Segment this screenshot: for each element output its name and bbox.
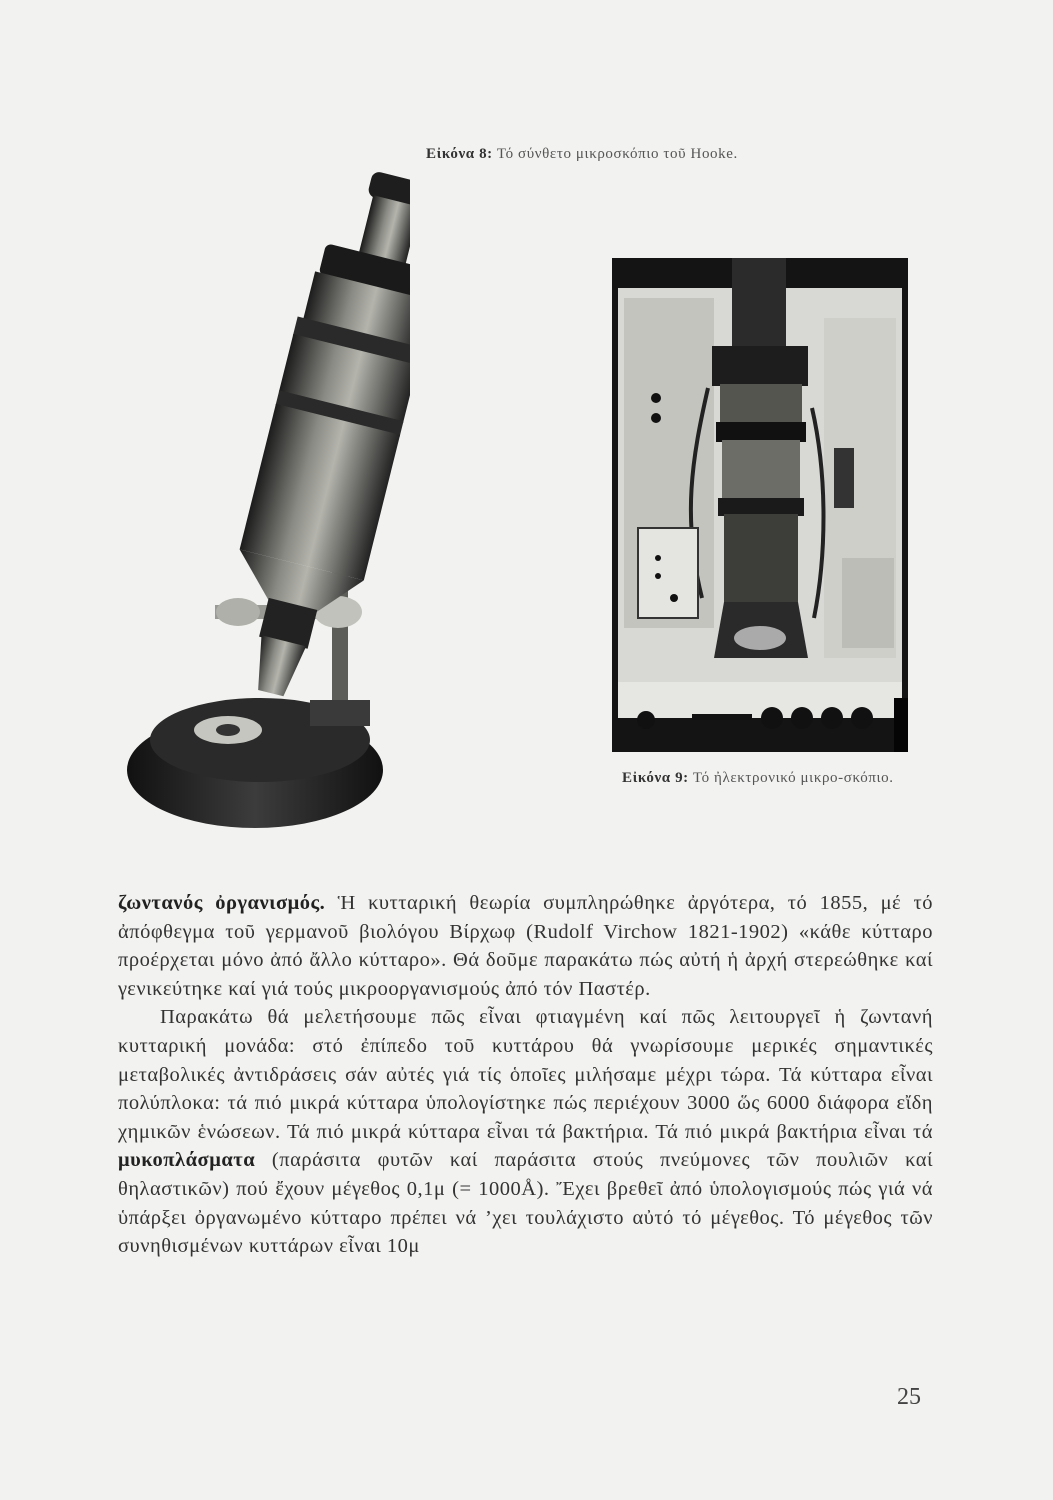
figure-9-label: Εἰκόνα 9:	[622, 770, 689, 786]
figure-9-caption-text: Τό ἠλεκτρονικό μικρο-σκόπιο.	[692, 770, 894, 786]
figure-9-caption	[622, 770, 912, 787]
paragraph-2-bold: μυκοπλάσματα	[118, 1149, 256, 1172]
paragraph-1	[118, 889, 933, 1003]
figure-8-label: Εἰκόνα 8:	[426, 146, 493, 162]
electron-microscope-image	[612, 258, 908, 752]
figure-8-caption-text: Τό σύνθετο μικροσκόπιο τοῦ Hooke.	[496, 146, 738, 162]
paragraph-2	[118, 1003, 933, 1260]
body-text	[118, 889, 933, 1261]
figure-8-caption	[426, 146, 738, 163]
page-number: 25	[897, 1384, 921, 1410]
paragraph-2-text-b: (παράσιτα φυτῶν καί παράσιτα στούς πνεύμονες τῶν πουλιῶν καί θηλαστικῶν) πού ἔχουν μέγεθος 0,1μ (= 1000Å). Ἔχει βρεθεῖ ἀπό ὑπολογισμούς πώς γιά νά ὑπάρξει ὀργανωμένο κύτταρο πρέπει νά ’χει τουλάχιστο αὐτό τό μέγεθος. Τό μέγεθος τῶν συνηθισμένων κυττάρων εἶναι 10μ	[118, 1149, 933, 1258]
paragraph-2-text-a: Παρακάτω θά μελετήσουμε πῶς εἶναι φτιαγμένη καί πῶς λειτουργεῖ ἡ ζωντανή κυτταρική μονάδα: στό ἐπίπεδο τοῦ κυττάρου θά γνωρίσουμε μερικές σημαντικές μεταβολικές ἀντιδράσεις σάν αὐτές γιά τίς ὁποῖες μιλήσαμε μέχρι τώρα. Τά κύτταρα εἶναι πολύπλοκα: τά πιό μικρά κύτταρα ὑπολογίστηκε πώς περιέχουν 3000 ὥς 6000 διάφορα εἴδη χημικῶν ἑνώσεων. Τά πιό μικρά κύτταρα εἶναι τά βακτήρια. Τά πιό μικρά βακτήρια εἶναι τά	[118, 1006, 933, 1143]
hooke-microscope-image	[120, 130, 410, 830]
paragraph-1-text: Ἡ κυτταρική θεωρία συμπληρώθηκε ἀργότερα, τό 1855, μέ τό ἀπόφθεγμα τοῦ γερμανοῦ βιολόγου Βίρχωφ (Rudolf Virchow 1821-1902) «κάθε κύτταρο προέρχεται μόνο ἀπό ἄλλο κύτταρο». Θά δοῦμε παρακάτω πώς αὐτή ἡ ἀρχή στερεώθηκε καί γενικεύτηκε καί γιά τούς μικροοργανισμούς ἀπό τόν Παστέρ.	[118, 892, 933, 1000]
paragraph-1-bold: ζωντανός ὀργανισμός.	[118, 892, 326, 914]
